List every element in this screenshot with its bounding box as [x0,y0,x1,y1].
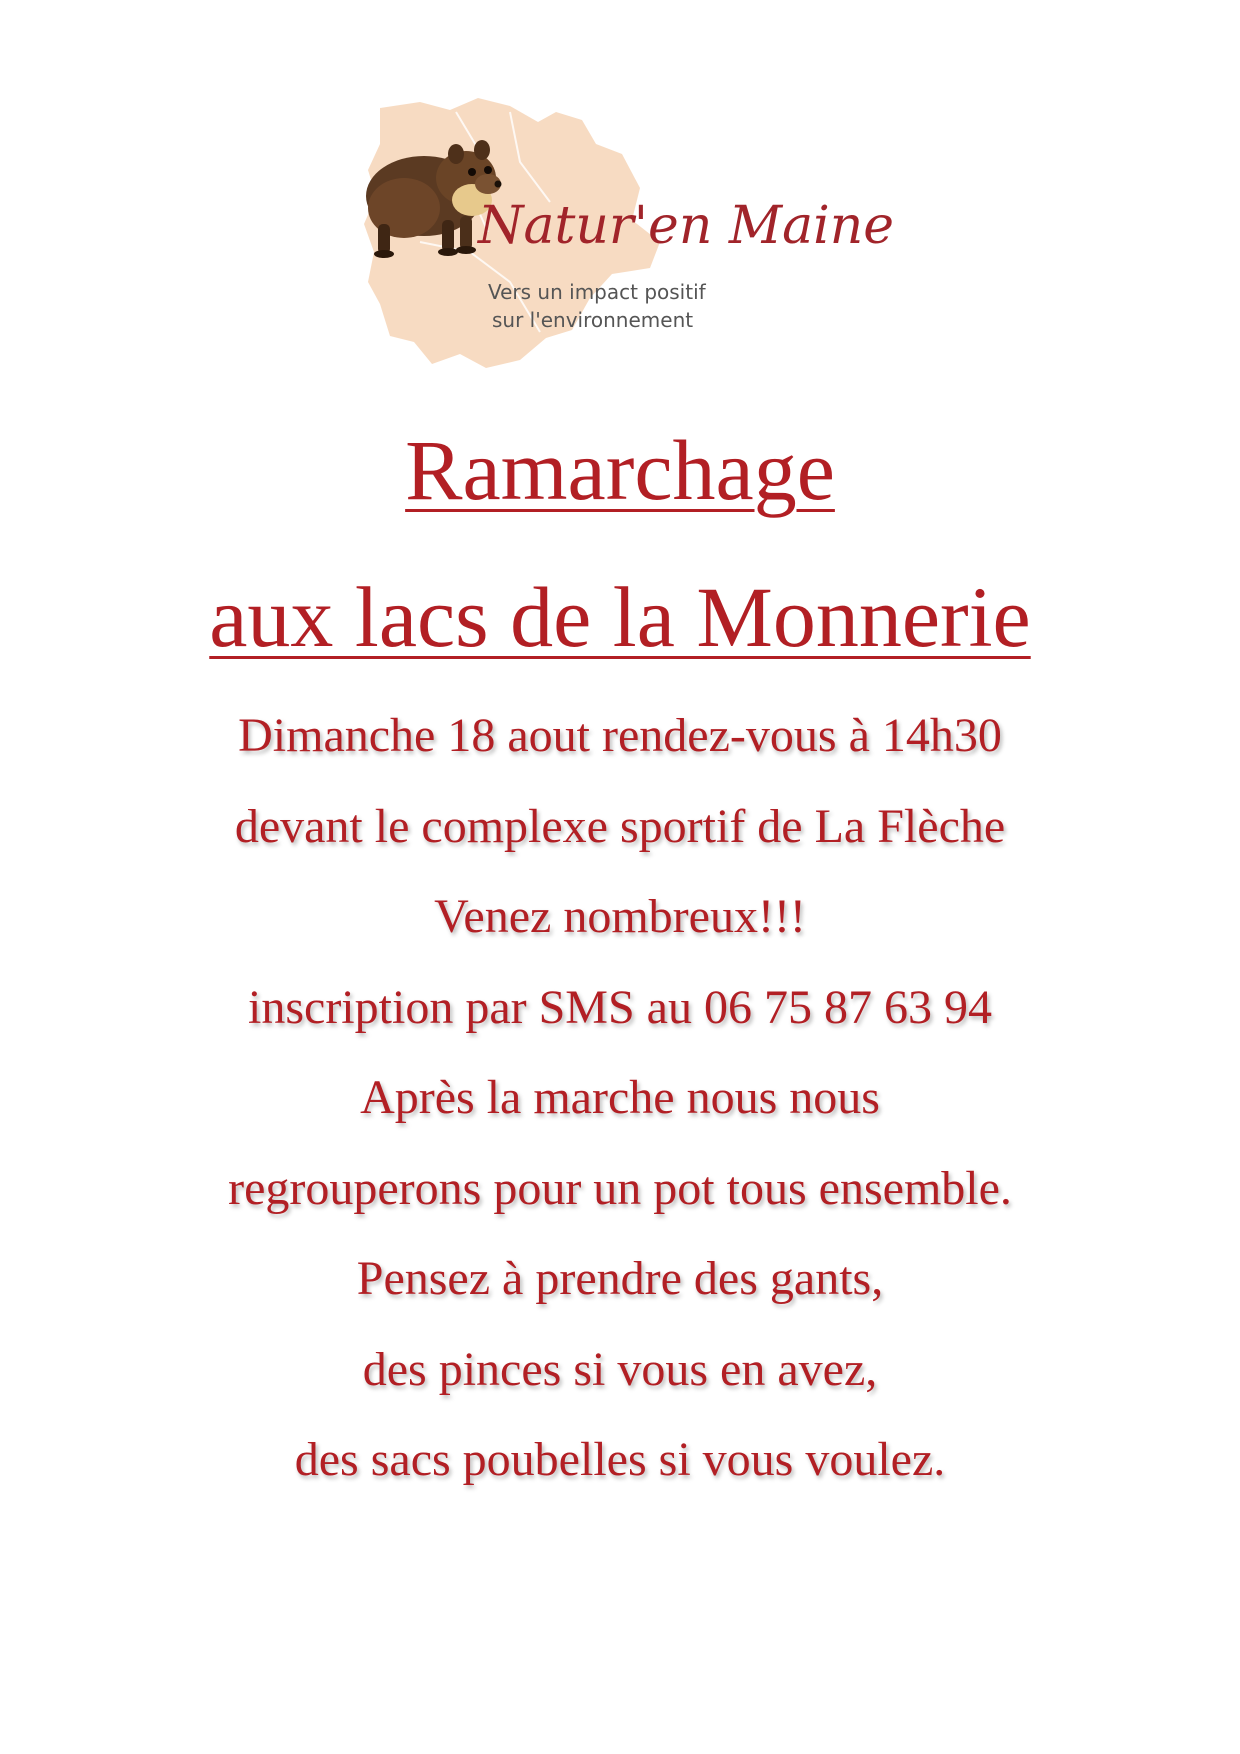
logo [360,92,920,372]
title-line1: Ramarchage [405,422,835,518]
body-line-pliers: des pinces si vous en avez, [362,1342,878,1396]
body-line-invitation: Venez nombreux!!! [434,890,806,943]
body-line-registration: inscription par SMS au 06 75 87 63 94 [248,980,992,1034]
body-line-bags: des sacs poubelles si vous voulez. [294,1433,946,1486]
logo-tagline-line1: Vers un impact positif [488,280,706,304]
body-line-gloves: Pensez à prendre des gants, [356,1252,884,1305]
title-line2: aux lacs de la Monnerie [209,569,1031,665]
logo-name: Natur'en Maine [478,196,894,256]
body-line-location: devant le complexe sportif de La Flèche [234,799,1006,853]
body-line-gathering: regrouperons pour un pot tous ensemble. [228,1161,1012,1215]
logo-tagline-line2: sur l'environnement [492,308,694,332]
announcement-body [0,700,1240,1515]
body-line-after-walk: Après la marche nous nous [360,1071,880,1124]
body-line-date: Dimanche 18 aout rendez-vous à 14h30 [238,709,1002,762]
logo-tagline [488,278,706,334]
